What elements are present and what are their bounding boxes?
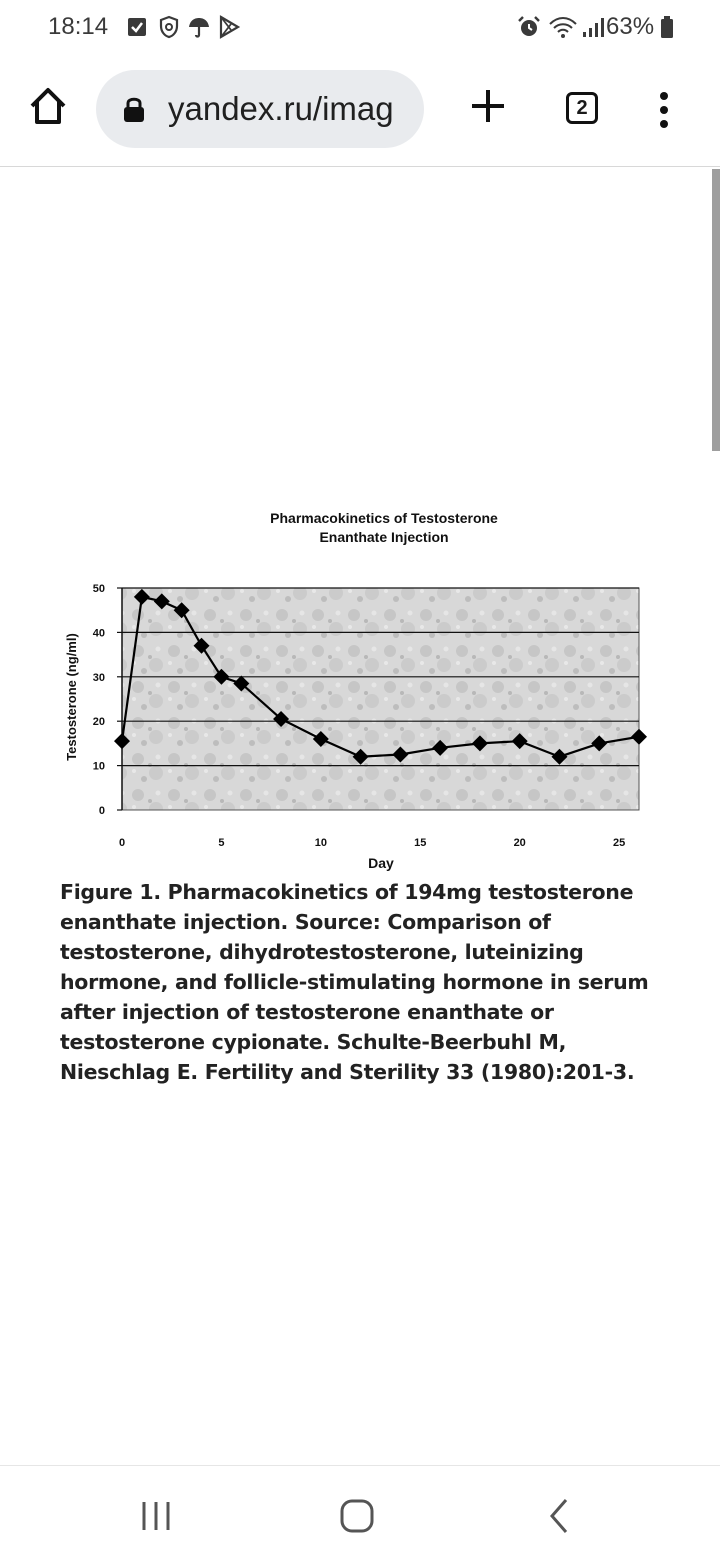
y-tick-label: 40 [92,627,105,640]
y-tick-label: 30 [92,671,105,684]
signal-icon [580,14,606,40]
umbrella-icon [186,14,212,40]
y-axis-label: Testosterone (ng/ml) [64,633,79,761]
browser-toolbar [0,56,720,167]
y-tick-label: 10 [92,760,105,773]
url-text[interactable]: yandex.ru/imag [168,90,394,127]
checkbox-icon [124,14,150,40]
menu-dots-icon[interactable] [652,90,676,130]
home-icon[interactable] [26,84,70,128]
figure-chart [58,510,658,915]
back-icon[interactable] [540,1496,580,1536]
x-tick-label: 15 [414,837,427,849]
x-tick-label: 10 [314,837,327,849]
battery-icon [660,14,674,40]
battery-percentage: 63% [606,13,655,40]
system-nav-bar [0,1465,720,1561]
x-tick-label: 0 [118,837,126,849]
x-axis-label: Day [368,855,394,871]
tab-switcher-button[interactable]: 2 [566,92,598,124]
y-tick-label: 0 [98,805,105,817]
y-tick-label: 20 [92,716,105,729]
play-store-icon [216,14,242,40]
figure-caption: Figure 1. Pharmacokinetics of 194mg testosterone enanthate injection. Source: Comparison of testosterone, dihydrotestosterone, luteinizing hormone, and follicle-stimulating hormone in serum after injection of testosterone enanthate or testosterone cypionate. Schulte-Beerbuhl M, Nieschlag E. Fertility and Sterility 33 (1980):201-3. [60,880,649,1084]
plot-area [122,588,639,810]
y-tick-label: 50 [92,583,105,595]
home-nav-icon[interactable] [337,1496,377,1536]
x-tick-label: 5 [218,837,225,849]
x-tick-label: 25 [612,837,626,849]
status-bar [0,0,720,56]
chart-title: Pharmacokinetics of Testosterone [270,510,498,526]
shield-icon [156,14,182,40]
x-tick-label: 20 [513,837,526,849]
chart-title-line2: Enanthate Injection [319,529,449,545]
wifi-icon [548,14,578,40]
page-content[interactable] [0,167,720,1465]
address-bar[interactable] [96,70,424,148]
plus-icon[interactable] [466,84,510,128]
lock-icon [122,95,146,123]
scrollbar[interactable] [712,169,720,451]
recent-apps-icon[interactable] [136,1496,176,1536]
status-time: 18:14 [48,13,109,40]
alarm-icon [516,14,542,40]
